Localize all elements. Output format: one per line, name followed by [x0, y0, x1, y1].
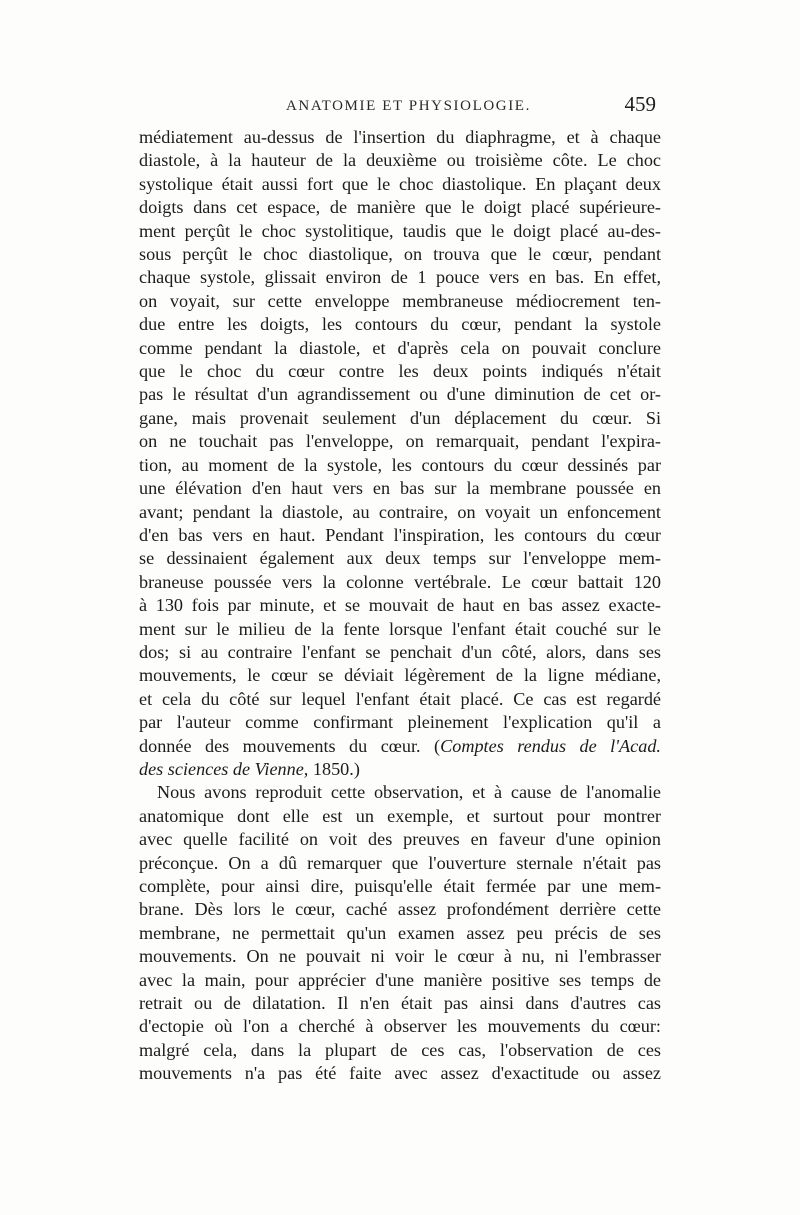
text-line: mouvements n'a pas été faite avec assez d'exactitude ou assez [139, 1063, 661, 1084]
text-line: chaque systole, glissait environ de 1 pouce vers en bas. En effet, [139, 267, 661, 288]
text-line: avant; pendant la diastole, au contraire, on voyait un enfoncement [139, 501, 661, 522]
text-line: donnée des mouvements du cœur. ( [139, 735, 441, 756]
text-line: doigts dans cet espace, de manière que le doigt placé supérieure- [139, 197, 661, 218]
text-line: que le choc du cœur contre les deux points indiqués n'était [139, 361, 661, 382]
citation-line-1 [139, 735, 661, 758]
text-line: d'ectopie où l'on a cherché à observer les mouvements du cœur: [139, 1016, 661, 1037]
text-line: on ne touchait pas l'enveloppe, on remarquait, pendant l'expira- [139, 431, 661, 452]
text-line: complète, pour ainsi dire, puisqu'elle était fermée par une mem- [139, 876, 661, 896]
text-line: dos; si au contraire l'enfant se penchait d'un côté, alors, dans ses [139, 641, 661, 662]
citation-title: Comptes rendus de l'Acad. [440, 735, 661, 756]
text-line: ment perçût le choc systolitique, taudis que le doigt placé au-des- [139, 220, 661, 241]
citation-year: 1850.) [308, 758, 360, 779]
text-line: gane, mais provenait seulement d'un déplacement du cœur. Si [139, 407, 661, 428]
text-line: d'en bas vers en haut. Pendant l'inspiration, les contours du cœur [139, 524, 661, 545]
text-line: due entre les doigts, les contours du cœur, pendant la systole [139, 314, 661, 335]
text-line: Nous avons reproduit cette observation, et à cause de l'anomalie [157, 782, 661, 803]
text-line: membrane, ne permettait qu'un examen assez peu précis de ses [139, 922, 661, 943]
citation-source: des sciences de Vienne, [139, 758, 309, 779]
text-line: avec la main, pour apprécier d'une manière positive ses temps de [139, 969, 661, 990]
citation-line-2 [139, 758, 661, 781]
body-text [139, 126, 661, 1086]
running-head [140, 92, 660, 122]
running-head-title: ANATOMIE ET PHYSIOLOGIE. [286, 98, 531, 114]
text-line: une élévation d'en haut vers en bas sur la membrane poussée en [139, 478, 661, 499]
text-line: braneuse poussée vers la colonne vertébrale. Le cœur battait 120 [139, 571, 661, 592]
text-line: diastole, à la hauteur de la deuxième ou troisième côte. Le choc [139, 150, 661, 171]
text-line: par l'auteur comme confirmant pleinement l'explication qu'il a [139, 712, 661, 733]
text-line: retrait ou de dilatation. Il n'en était pas ainsi dans d'autres cas [139, 993, 661, 1014]
text-line: tion, au moment de la systole, les contours du cœur dessinés par [139, 454, 661, 475]
text-line: à 130 fois par minute, et se mouvait de haut en bas assez exacte- [139, 595, 661, 616]
text-line: brane. Dès lors le cœur, caché assez profondément derrière cette [139, 899, 661, 920]
text-line: malgré cela, dans la plupart de ces cas, l'observation de ces [139, 1039, 661, 1060]
text-line: anatomique dont elle est un exemple, et surtout pour montrer [139, 805, 661, 826]
text-line: avec quelle facilité on voit des preuves en faveur d'une opinion [139, 829, 661, 850]
text-line: médiatement au-dessus de l'insertion du diaphragme, et à chaque [139, 127, 661, 147]
page-number: 459 [624, 92, 656, 116]
text-line: se dessinaient également aux deux temps sur l'enveloppe mem- [139, 548, 661, 569]
text-line: comme pendant la diastole, et d'après cela on pouvait conclure [139, 337, 661, 358]
text-line: mouvements, le cœur se déviait légèrement de la ligne médiane, [139, 665, 661, 686]
text-line: sous perçût le choc diastolique, on trouva que le cœur, pendant [139, 244, 661, 265]
text-line: et cela du côté sur lequel l'enfant était placé. Ce cas est regardé [139, 688, 661, 709]
text-line: on voyait, sur cette enveloppe membraneuse médiocrement ten- [139, 290, 661, 311]
text-line: pas le résultat d'un agrandissement ou d'une diminution de cet or- [139, 384, 661, 405]
text-line: systolique était aussi fort que le choc diastolique. En plaçant deux [139, 173, 661, 194]
text-line: mouvements. On ne pouvait ni voir le cœur à nu, ni l'embrasser [139, 946, 661, 967]
text-line: préconçue. On a dû remarquer que l'ouverture sternale n'était pas [139, 852, 661, 873]
text-line: ment sur le milieu de la fente lorsque l'enfant était couché sur le [139, 618, 661, 639]
